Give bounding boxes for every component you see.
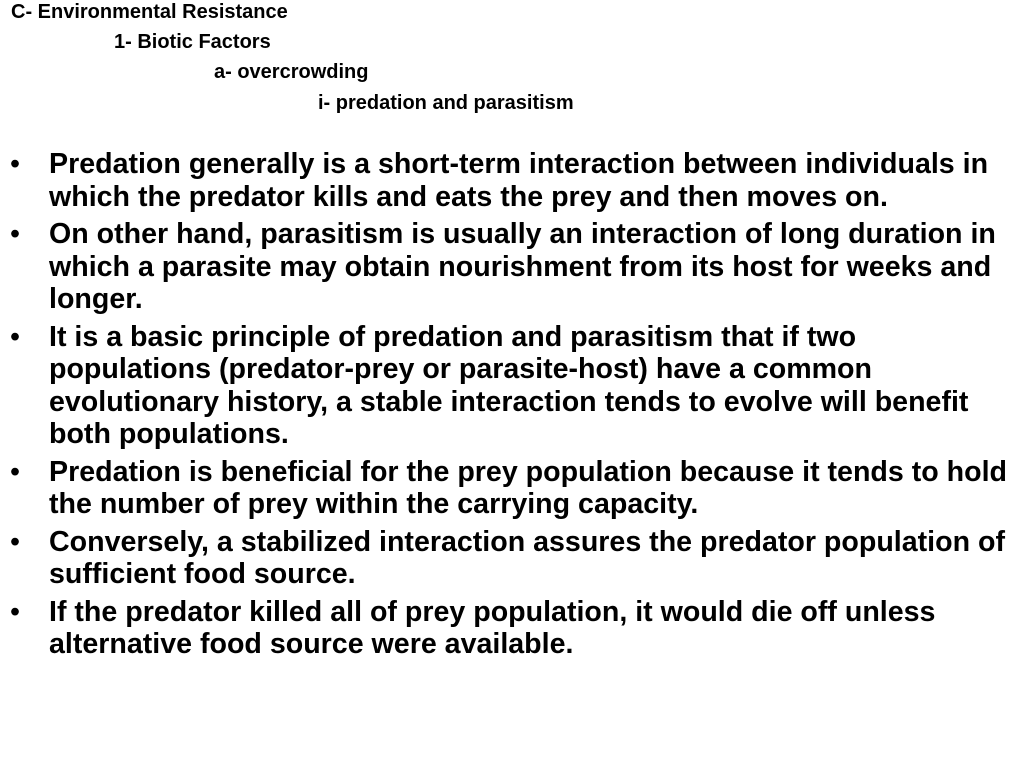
outline-heading-level-3: a- overcrowding [214,61,369,83]
bullet-marker: • [10,320,21,353]
bullet-marker: • [10,218,21,250]
bullet-item [0,456,1010,521]
bullet-text: Predation is beneficial for the prey population because it tends to hold the number of prey within the carrying capacity. [49,455,1008,520]
bullet-marker: • [10,455,21,488]
outline-heading-level-2: 1- Biotic Factors [114,31,271,53]
bullet-text: If the predator killed all of prey population, it would die off unless alternative food source were available. [49,595,936,660]
bullet-text: It is a basic principle of predation and parasitism that if two populations (predator-prey or parasite-host) have a common evolutionary history, a stable interaction tends to evolve will benefit both populations. [49,320,969,450]
bullet-item [0,148,1010,213]
bullet-text: Predation generally is a short-term interaction between individuals in which the predator kills and eats the prey and then moves on. [49,148,989,213]
bullet-marker: • [10,525,21,558]
bullet-text: On other hand, parasitism is usually an interaction of long duration in which a parasite may obtain nourishment from its host for weeks and longer. [49,218,996,315]
outline-heading-level-4: i- predation and parasitism [318,92,574,114]
bullet-item [0,526,1010,591]
bullet-item [0,596,1010,661]
bullet-list [0,148,1010,666]
outline-heading-level-1: C- Environmental Resistance [11,1,288,23]
bullet-item [0,218,1010,316]
bullet-marker: • [10,595,21,628]
bullet-text: Conversely, a stabilized interaction assures the predator population of sufficient food source. [49,525,1005,590]
bullet-item [0,321,1010,451]
bullet-marker: • [10,148,21,180]
